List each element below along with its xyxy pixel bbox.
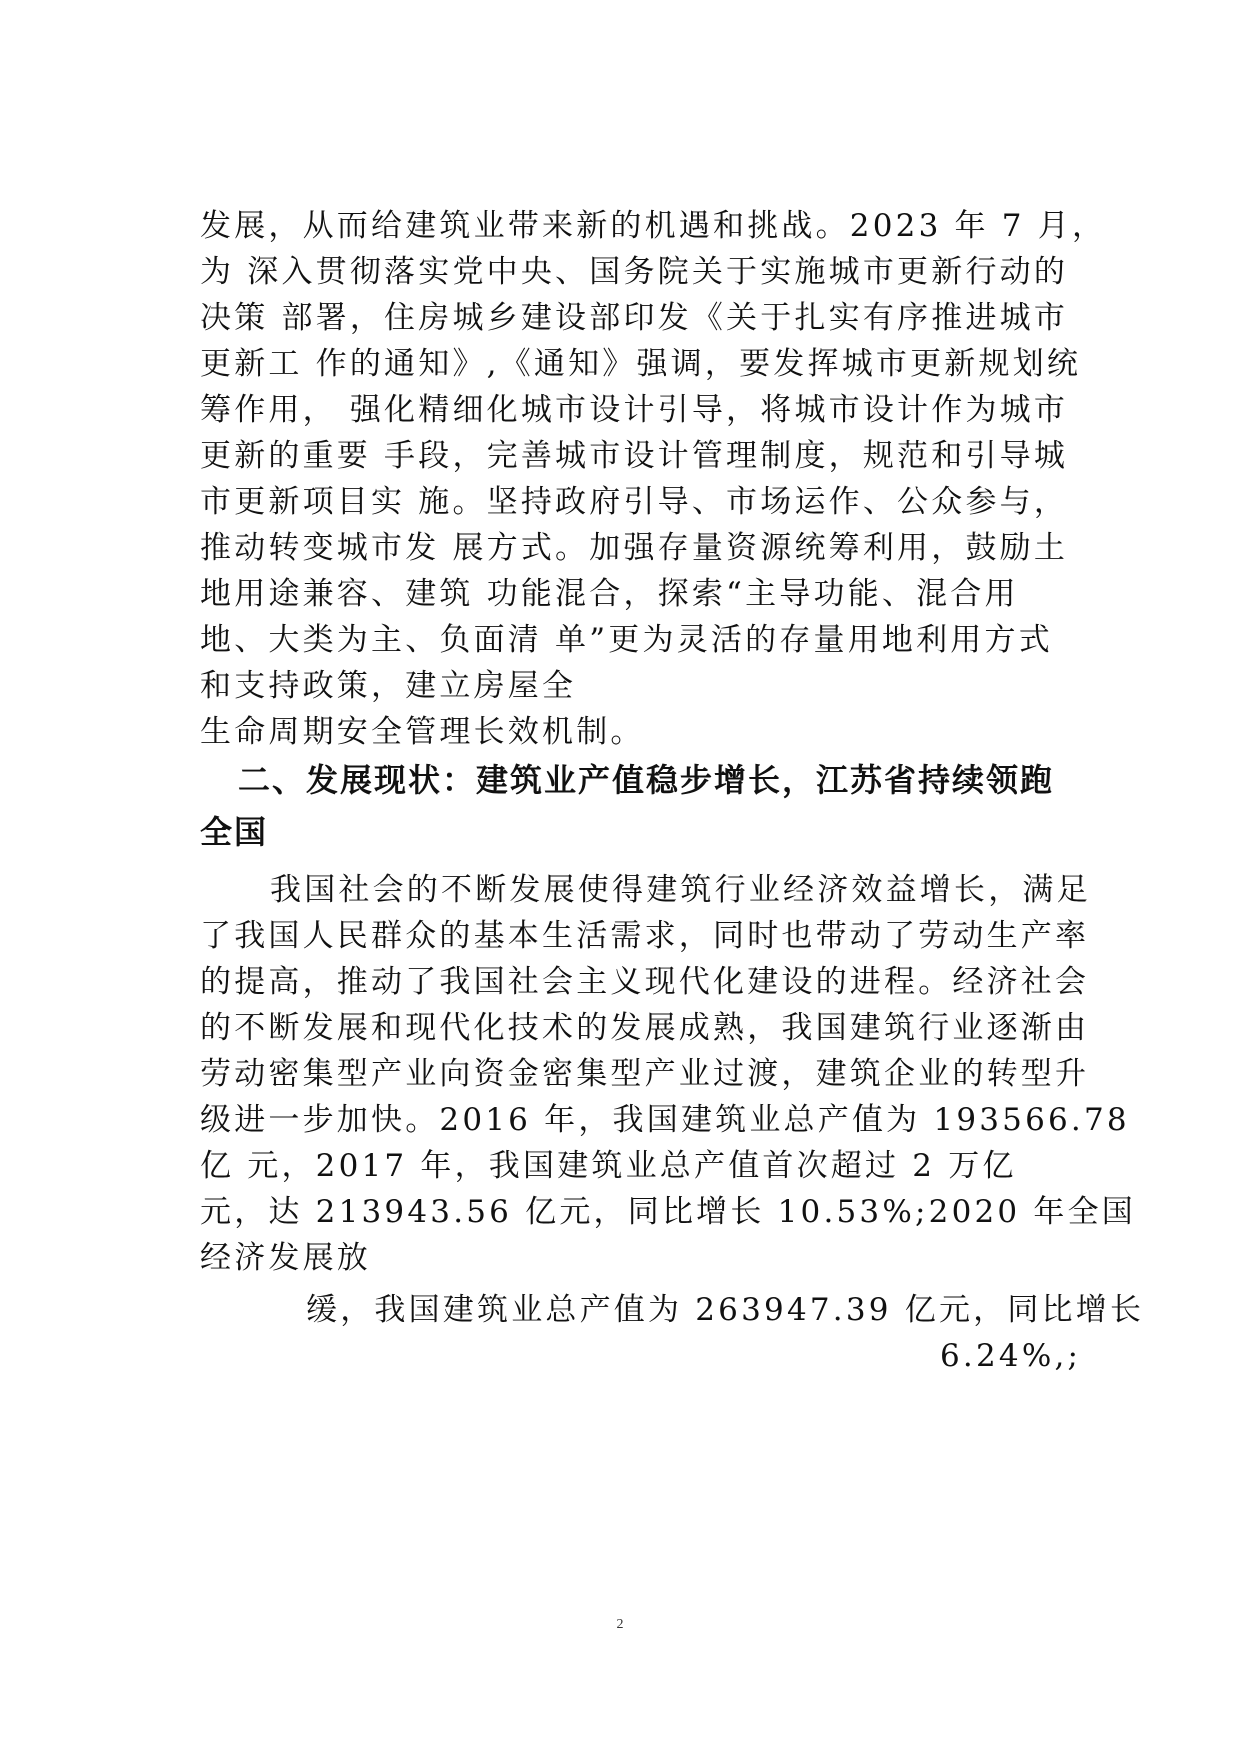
body-text-line: 生命周期安全管理长效机制。 — [200, 714, 645, 750]
body-text-line: 推动转变城市发 展方式。加强存量资源统筹利用，鼓励土 — [200, 530, 1069, 566]
body-text-line: 筹作用， 强化精细化城市设计引导，将城市设计作为城市 — [200, 392, 1069, 428]
body-text-line: 更新的重要 手段，完善城市设计管理制度，规范和引导城 — [200, 438, 1069, 474]
body-text-line: 劳动密集型产业向资金密集型产业过渡，建筑企业的转型升 — [200, 1056, 1090, 1092]
page-number: 2 — [616, 1617, 624, 1632]
body-text-line: 6.24%,; — [940, 1338, 1082, 1374]
body-text-line: 的提高，推动了我国社会主义现代化建设的进程。经济社会 — [200, 964, 1090, 1000]
body-text-line: 决策 部署，住房城乡建设部印发《关于扎实有序推进城市 — [200, 300, 1069, 336]
body-text-line: 市更新项目实 施。坚持政府引导、市场运作、公众参与， — [200, 484, 1069, 520]
body-text-line: 地、大类为主、负面清 单”更为灵活的存量用地利用方式 — [200, 622, 1053, 658]
body-text-line: 为 深入贯彻落实党中央、国务院关于实施城市更新行动的 — [200, 254, 1069, 290]
body-text-line: 亿 元，2017 年，我国建筑业总产值首次超过 2 万亿 — [200, 1148, 1017, 1184]
body-text-line: 了我国人民群众的基本生活需求，同时也带动了劳动生产率 — [200, 918, 1090, 954]
body-text-line: 元，达 213943.56 亿元，同比增长 10.53%;2020 年全国 — [200, 1194, 1136, 1230]
body-text-line: 经济发展放 — [200, 1240, 371, 1276]
body-text-line: 更新工 作的通知》,《通知》强调，要发挥城市更新规划统 — [200, 346, 1082, 382]
body-text-line: 我国社会的不断发展使得建筑行业经济效益增长，满足 — [270, 872, 1091, 908]
body-text-line: 级进一步加快。2016 年，我国建筑业总产值为 193566.78 — [200, 1102, 1130, 1138]
body-text-line: 和支持政策，建立房屋全 — [200, 668, 577, 704]
body-text-line: 发展，从而给建筑业带来新的机遇和挑战。2023 年 7 月， — [200, 208, 1107, 244]
body-text-line: 的不断发展和现代化技术的发展成熟，我国建筑行业逐渐由 — [200, 1010, 1090, 1046]
section-heading: 二、发展现状：建筑业产值稳步增长，江苏省持续领跑 — [238, 761, 1055, 799]
body-text-line: 缓，我国建筑业总产值为 263947.39 亿元，同比增长 — [306, 1292, 1145, 1328]
body-text-line: 地用途兼容、建筑 功能混合，探索“主导功能、混合用 — [200, 576, 1019, 612]
section-heading-continued: 全国 — [200, 813, 269, 851]
